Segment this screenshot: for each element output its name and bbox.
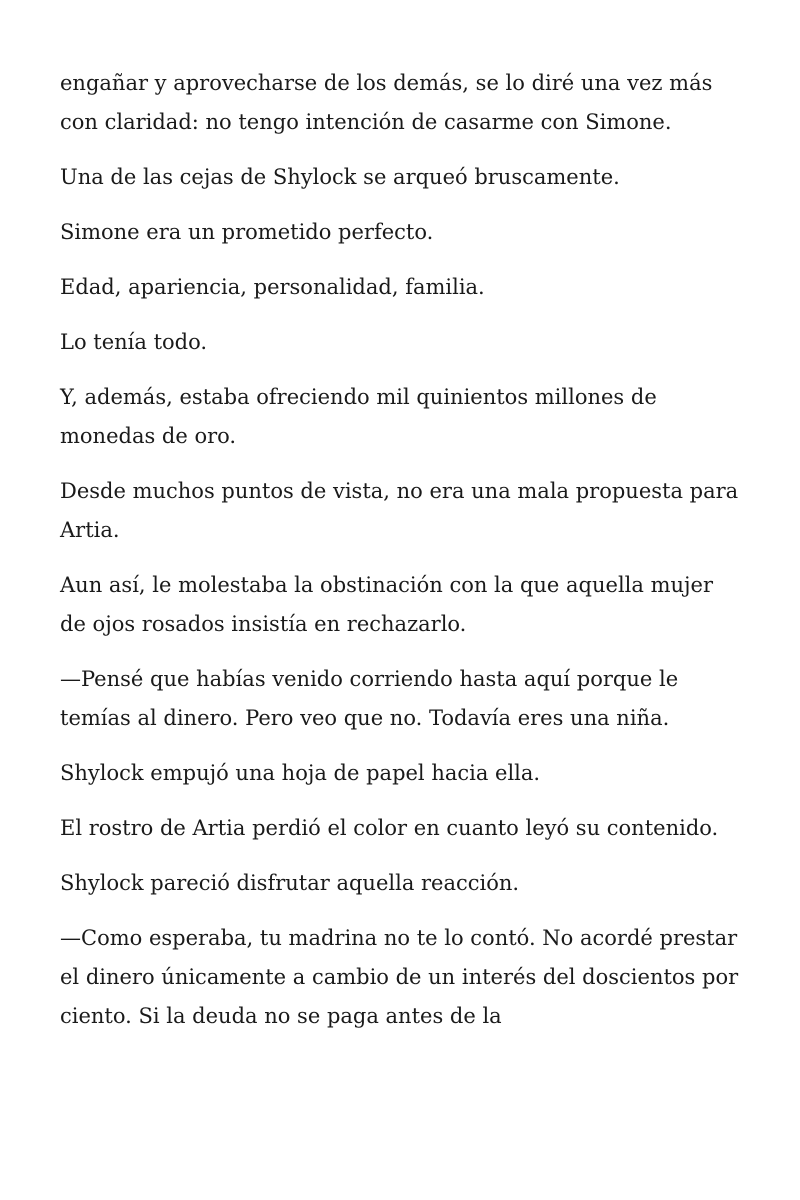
paragraph: —Como esperaba, tu madrina no te lo contó. No acordé prestar el dinero únicamente a cambio de un interés del doscientos por ciento. Si la deuda no se paga antes de la [60,926,739,1028]
paragraph: Shylock pareció disfrutar aquella reacción. [60,871,520,895]
paragraph: —Pensé que habías venido corriendo hasta aquí porque le temías al dinero. Pero veo que no. Todavía eres una niña. [60,667,679,730]
paragraph: Lo tenía todo. [60,330,208,354]
paragraph: Edad, apariencia, personalidad, familia. [60,275,485,299]
paragraph: Simone era un prometido perfecto. [60,220,434,244]
paragraph: Shylock empujó una hoja de papel hacia ella. [60,761,541,785]
paragraph: Desde muchos puntos de vista, no era una mala propuesta para Artia. [60,479,739,542]
paragraph: El rostro de Artia perdió el color en cuanto leyó su contenido. [60,816,719,840]
paragraph: Una de las cejas de Shylock se arqueó bruscamente. [60,165,620,189]
paragraph: engañar y aprovecharse de los demás, se lo diré una vez más con claridad: no tengo intención de casarme con Simone. [60,71,713,134]
paragraph: Aun así, le molestaba la obstinación con la que aquella mujer de ojos rosados insistía en rechazarlo. [60,573,713,636]
paragraph: Y, además, estaba ofreciendo mil quinientos millones de monedas de oro. [60,385,657,448]
